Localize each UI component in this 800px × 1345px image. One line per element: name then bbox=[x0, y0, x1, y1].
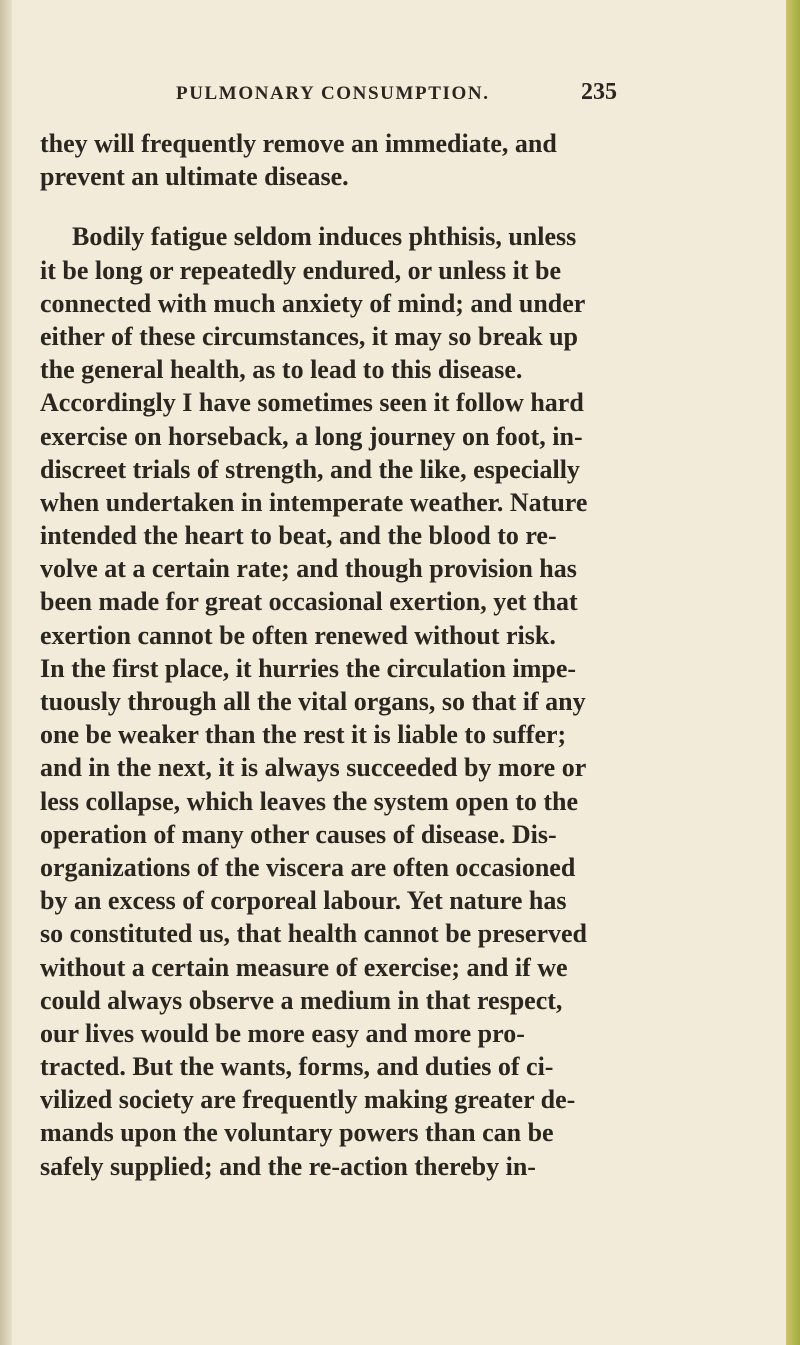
text-line: In the first place, it hurries the circulation impe- bbox=[40, 653, 577, 683]
body-text bbox=[40, 127, 636, 1183]
text-line: less collapse, which leaves the system open to the bbox=[40, 786, 579, 816]
page-left-edge bbox=[0, 0, 12, 1345]
text-line: so constituted us, that health cannot be preserved bbox=[40, 919, 587, 949]
text-line: operation of many other causes of disease. Dis- bbox=[40, 819, 557, 849]
text-line: safely supplied; and the re-action thereby in- bbox=[40, 1151, 536, 1181]
text-line: Accordingly I have sometimes seen it follow hard bbox=[40, 388, 584, 418]
text-line: the general health, as to lead to this disease. bbox=[40, 355, 523, 385]
page-header bbox=[0, 79, 800, 113]
text-line: by an excess of corporeal labour. Yet nature has bbox=[40, 886, 567, 916]
text-line: exercise on horseback, a long journey on foot, in- bbox=[40, 421, 583, 451]
text-line: either of these circumstances, it may so break up bbox=[40, 321, 579, 351]
text-line: intended the heart to beat, and the blood to re- bbox=[40, 521, 557, 551]
text-line: prevent an ultimate disease. bbox=[40, 162, 349, 192]
text-line: one be weaker than the rest it is liable to suffer; bbox=[40, 720, 567, 750]
text-line: mands upon the voluntary powers than can be bbox=[40, 1118, 554, 1148]
paragraph-gap bbox=[40, 193, 636, 220]
paragraph-2 bbox=[40, 220, 636, 1182]
paragraph-1 bbox=[40, 127, 636, 193]
text-line: organizations of the viscera are often occasioned bbox=[40, 852, 576, 882]
text-line: exertion cannot be often renewed without risk. bbox=[40, 620, 556, 650]
text-line: tuously through all the vital organs, so that if any bbox=[40, 687, 586, 716]
text-line: our lives would be more easy and more pro- bbox=[40, 1018, 525, 1048]
text-line: without a certain measure of exercise; and if we bbox=[40, 952, 568, 982]
text-line: discreet trials of strength, and the like, especially bbox=[40, 454, 580, 484]
text-line: been made for great occasional exertion, yet that bbox=[40, 587, 578, 617]
running-head: PULMONARY CONSUMPTION. bbox=[176, 83, 490, 104]
page-right-edge bbox=[786, 0, 800, 1345]
text-line: when undertaken in intemperate weather. Nature bbox=[40, 487, 588, 517]
text-line: and in the next, it is always succeeded by more or bbox=[40, 753, 587, 783]
text-line: Bodily fatigue seldom induces phthisis, unless bbox=[72, 222, 577, 252]
page-number: 235 bbox=[581, 79, 617, 105]
text-line: tracted. But the wants, forms, and duties of ci- bbox=[40, 1052, 554, 1082]
text-line: it be long or repeatedly endured, or unless it be bbox=[40, 255, 561, 285]
text-line: they will frequently remove an immediate, and bbox=[40, 129, 557, 158]
text-line: volve at a certain rate; and though provision has bbox=[40, 554, 577, 584]
text-line: could always observe a medium in that respect, bbox=[40, 985, 563, 1015]
text-line: vilized society are frequently making greater de- bbox=[40, 1085, 576, 1115]
text-line: connected with much anxiety of mind; and under bbox=[40, 288, 586, 318]
